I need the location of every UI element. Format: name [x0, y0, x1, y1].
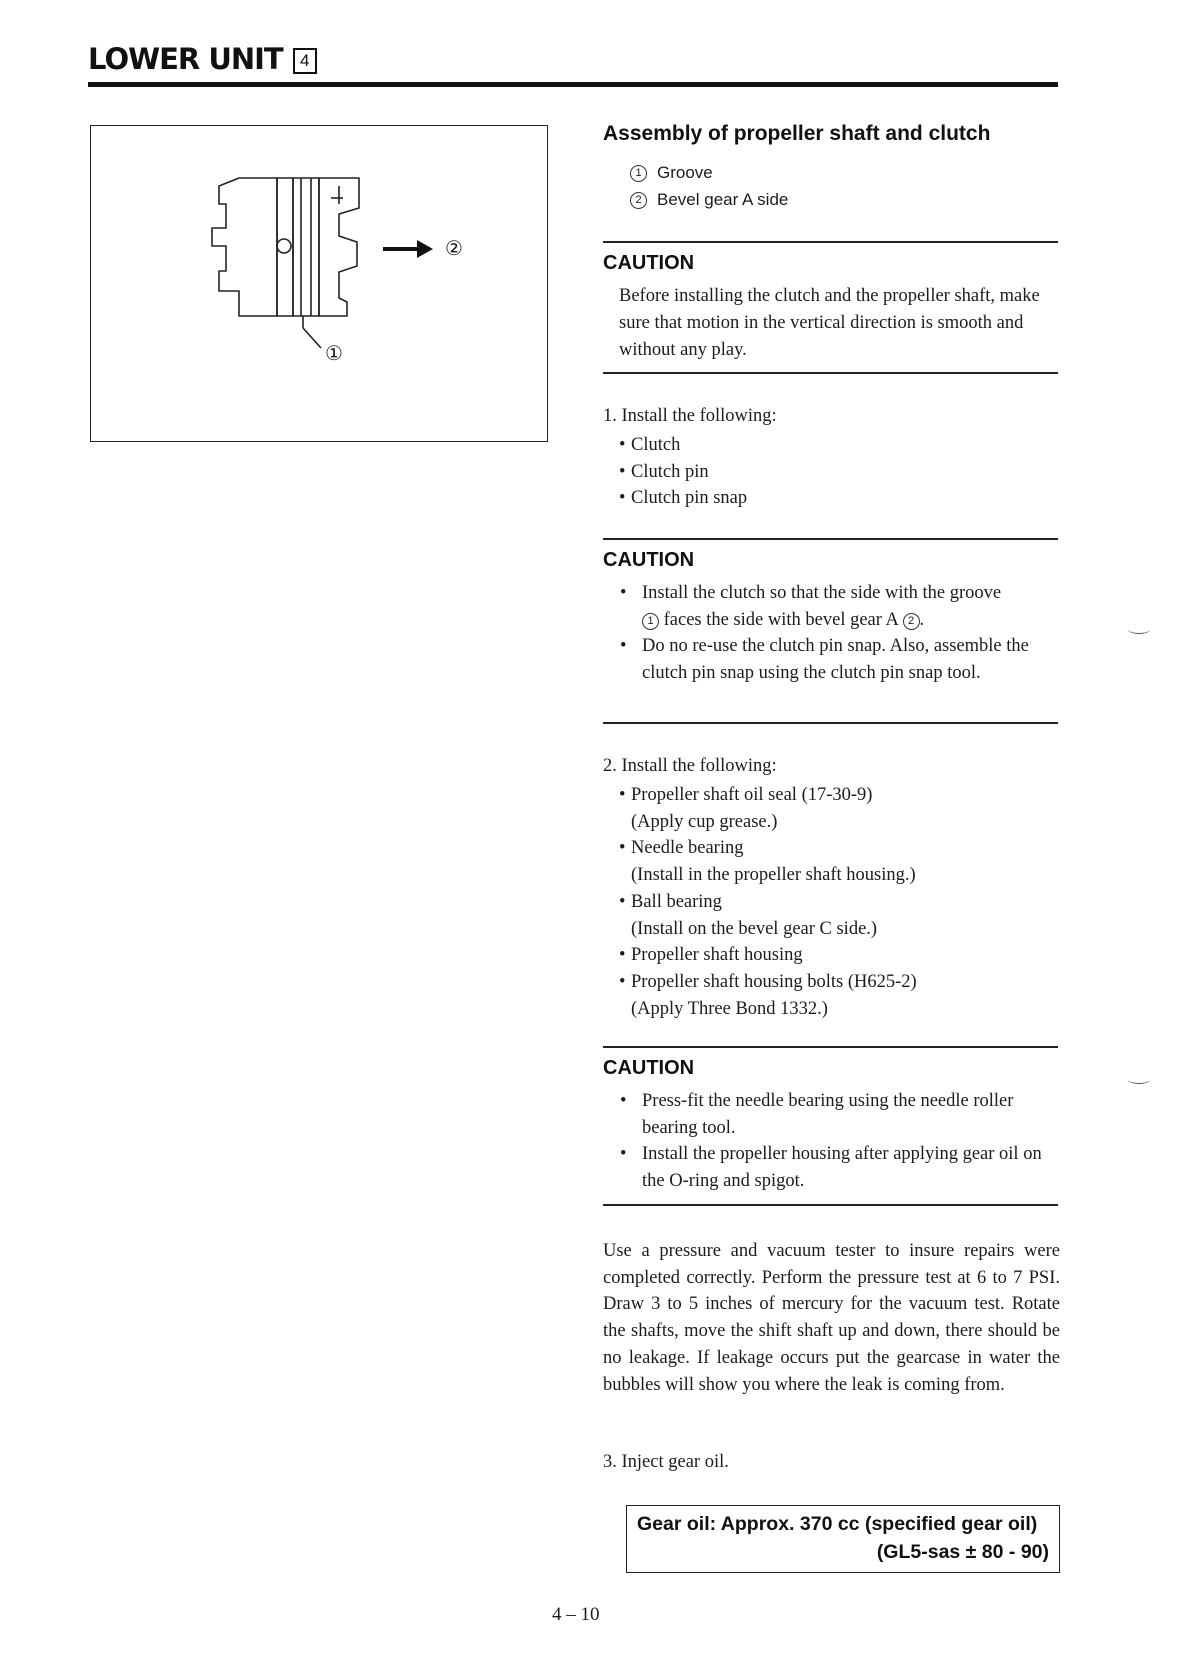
list-item: • Do no re-use the clutch pin snap. Also, assemble the clutch pin snap using the clutch pin snap tool. [616, 633, 1061, 686]
item-text: Propeller shaft oil seal (17-30-9) [631, 785, 873, 805]
item-text: Propeller shaft housing bolts (H625-2) [631, 971, 917, 992]
item-text: Ball bearing [631, 891, 722, 912]
list-item [616, 580, 1061, 633]
step-2-list [619, 782, 1059, 1022]
list-item: • Press-fit the needle bearing using the needle roller bearing tool. [616, 1088, 1061, 1141]
item-note: (Apply Three Bond 1332.) [631, 998, 828, 1019]
pressure-test-paragraph: Use a pressure and vacuum tester to insure repairs were completed correctly. Perform the pressure test at 6 to 7 PSI. Draw 3 to 5 inches of mercury for the vacuum test. Rotate the shafts, move the shift shaft up and down, there should be no leakage. If leakage occurs put the gearcase in water the bubbles will show you where the leak is coming from. [603, 1241, 1060, 1395]
clutch-figure [90, 125, 548, 442]
inline-callout: 1 [642, 613, 659, 630]
step-2-label: 2. Install the following: [603, 756, 777, 776]
page-header-title [88, 42, 317, 76]
list-item [619, 782, 1059, 835]
callout-2: ② [445, 238, 463, 260]
page-number: 4 – 10 [552, 1604, 600, 1625]
legend-number: 1 [630, 165, 647, 182]
caution-text: Install the clutch so that the side with the groove [642, 583, 1002, 603]
step-1-list [619, 432, 1059, 512]
item-text: Propeller shaft housing [631, 945, 803, 966]
caution-3-list [616, 1088, 1061, 1195]
caution-rule-bottom [603, 372, 1058, 374]
clutch-diagram [91, 126, 547, 441]
step-3-label: 3. Inject gear oil. [603, 1452, 729, 1472]
spec-line-1: Gear oil: Approx. 370 cc (specified gear oil) [637, 1513, 1038, 1535]
item-note: (Install on the bevel gear C side.) [631, 918, 878, 939]
spec-line-2: (GL5-sas ± 80 - 90) [876, 1541, 1049, 1563]
margin-mark [1128, 625, 1150, 634]
direction-arrow-head [417, 240, 433, 258]
list-item [619, 889, 1059, 942]
list-item: • Install the propeller housing after applying gear oil on the O-ring and spigot. [616, 1141, 1061, 1194]
item-note: (Apply cup grease.) [631, 811, 778, 832]
list-item [619, 969, 1059, 1022]
header-rule [88, 82, 1058, 87]
section-number-box: 4 [293, 48, 317, 74]
section-title: Assembly of propeller shaft and clutch [603, 122, 991, 145]
caution-rule-top [603, 538, 1058, 540]
list-item [619, 942, 1059, 969]
clutch-pin-hole [277, 239, 291, 253]
clutch-left-jaw [212, 178, 277, 316]
caution-text: faces the side with bevel gear A [663, 609, 898, 630]
item-text: Needle bearing [631, 838, 744, 859]
caution-rule-bottom [603, 1204, 1058, 1206]
caution-heading: CAUTION [603, 1057, 695, 1079]
legend-label: Bevel gear A side [657, 190, 789, 209]
list-item: • Clutch pin [619, 459, 1059, 486]
gear-oil-spec-box [626, 1505, 1060, 1573]
inline-callout: 2 [903, 613, 920, 630]
caution-text: Before installing the clutch and the propeller shaft, make sure that motion in the vertical direction is smooth and without any play. [619, 286, 1040, 360]
legend-item [630, 190, 788, 210]
item-note: (Install in the propeller shaft housing.) [631, 865, 916, 886]
header-title-text: LOWER UNIT [88, 42, 283, 76]
list-item: • Clutch [619, 432, 1059, 459]
callout-1: ① [325, 343, 343, 365]
clutch-groove-band [293, 178, 319, 316]
caution-2-list [616, 580, 1061, 687]
caution-rule-top [603, 241, 1058, 243]
caution-rule-bottom [603, 722, 1058, 724]
caution-heading: CAUTION [603, 549, 695, 571]
margin-mark [1128, 1075, 1150, 1084]
legend-number: 2 [630, 192, 647, 209]
caution-heading: CAUTION [603, 252, 695, 274]
list-item [619, 835, 1059, 888]
legend-item [630, 163, 713, 183]
caution-text: . [919, 609, 925, 630]
caution-rule-top [603, 1046, 1058, 1048]
legend-label: Groove [657, 163, 713, 182]
list-item: • Clutch pin snap [619, 485, 1059, 512]
step-1-label: 1. Install the following: [603, 406, 777, 426]
